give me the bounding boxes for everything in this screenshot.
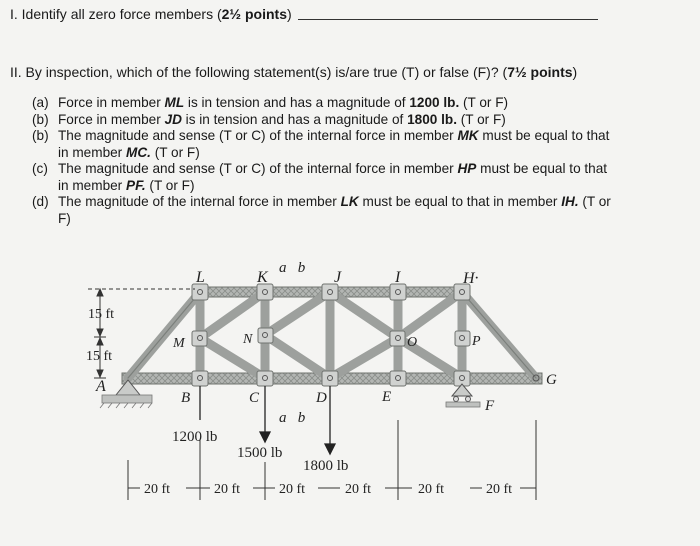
statement-text: Force in member <box>58 95 165 110</box>
section-label-bottom: a b <box>279 410 306 426</box>
joint-plate <box>390 331 405 346</box>
load-label-1500: 1500 lb <box>237 445 283 461</box>
joint-label-A: A <box>96 378 106 395</box>
span-label: 20 ft <box>214 482 241 497</box>
joint-label-J: J <box>334 269 342 286</box>
statement-text: (T or F) <box>58 194 611 226</box>
joint-plate <box>257 284 273 300</box>
joint-plate <box>322 371 338 386</box>
joint-label-D: D <box>316 390 327 406</box>
joint-plate <box>192 331 207 346</box>
joint-plate <box>390 371 406 386</box>
statement-text: (T or F) <box>145 177 195 193</box>
member-name: LK <box>340 194 359 209</box>
joint-label-N: N <box>243 332 253 347</box>
joint-plate <box>192 371 208 386</box>
member-name: PF. <box>126 177 146 193</box>
statement-text: (T or F) <box>456 111 506 127</box>
statement-text: (T or F) <box>459 95 509 110</box>
q2-suffix: ) <box>572 64 578 80</box>
member-name: MK <box>457 128 479 143</box>
statement-text: Force in member <box>58 111 165 127</box>
height-label-upper: 15 ft <box>88 307 115 322</box>
joint-label-P: P <box>472 334 481 349</box>
statement-text: is in tension and has a magnitude of <box>184 95 410 110</box>
span-label: 20 ft <box>144 482 171 497</box>
height-label-lower: 15 ft <box>86 349 113 364</box>
load-label-1800: 1800 lb <box>303 458 349 474</box>
member-name: HP <box>457 161 477 176</box>
joint-plate <box>455 331 470 346</box>
joint-plate <box>390 284 406 300</box>
joint-label-G: G <box>546 372 557 388</box>
joint-label-M: M <box>173 336 185 351</box>
joint-label-K: K <box>257 269 268 286</box>
joint-label-E: E <box>382 389 392 405</box>
statement-text: The magnitude and sense (T or C) of the internal force in member <box>58 128 458 143</box>
span-label: 20 ft <box>418 482 445 497</box>
q2-points: 7½ points <box>507 64 573 80</box>
force-value: 1200 lb. <box>409 95 460 110</box>
q1-suffix: ) <box>287 6 292 22</box>
roller-support-F <box>446 384 480 407</box>
span-label: 20 ft <box>345 482 372 497</box>
member-name: IH. <box>561 194 579 209</box>
joint-label-L: L <box>196 269 205 286</box>
statement-label: (a) <box>32 95 49 110</box>
joint-label-B: B <box>181 390 191 406</box>
statement-text: The magnitude and sense (T or C) of the internal force in member <box>58 161 458 176</box>
statement-text: The magnitude of the internal force in member <box>58 194 341 209</box>
statement-label: (c) <box>32 161 48 176</box>
section-label-top: a b <box>279 260 306 276</box>
joint-label-I: I <box>395 269 401 286</box>
span-label: 20 ft <box>486 482 513 497</box>
joint-plate <box>257 371 273 386</box>
span-label: 20 ft <box>279 482 306 497</box>
member-name: JD <box>164 111 182 127</box>
joint-label-H: H· <box>463 270 479 287</box>
statement-text: is in tension and has a magnitude of <box>181 111 408 127</box>
statement-label: (d) <box>32 194 49 209</box>
joint-plate <box>322 284 338 300</box>
member-OH <box>398 292 462 338</box>
member-ND <box>265 335 330 378</box>
member-MK <box>200 292 265 338</box>
q2-prefix: II. By inspection, which of the following statement(s) is/are true (T) or false (F)? ( <box>10 64 508 80</box>
member-MC <box>200 338 265 378</box>
member-JO <box>330 292 398 338</box>
load-arrows <box>200 386 335 454</box>
member-name: MC. <box>126 144 151 160</box>
statement-text: must be equal to that in member <box>358 194 562 209</box>
statement-text: must be equal to that in member <box>58 128 610 160</box>
load-label-1200: 1200 lb <box>172 429 218 445</box>
joint-label-O: O <box>407 335 418 350</box>
force-value: 1800 lb. <box>407 111 457 127</box>
q1-points: 2½ points <box>221 6 287 22</box>
statement-text: (T or F) <box>150 144 200 160</box>
joint-label-F: F <box>485 398 495 414</box>
statement-label: (b) <box>32 128 49 143</box>
joint-plate <box>192 284 208 300</box>
joint-label-C: C <box>249 390 260 406</box>
statement-text: must be equal to that in member <box>58 161 608 193</box>
member-name: ML <box>164 95 185 110</box>
member-NJ <box>265 292 330 335</box>
joint-plate <box>258 328 273 343</box>
member-DO <box>330 338 398 378</box>
statement-label: (b) <box>32 111 49 127</box>
q1-prefix: I. Identify all zero force members ( <box>10 6 222 22</box>
